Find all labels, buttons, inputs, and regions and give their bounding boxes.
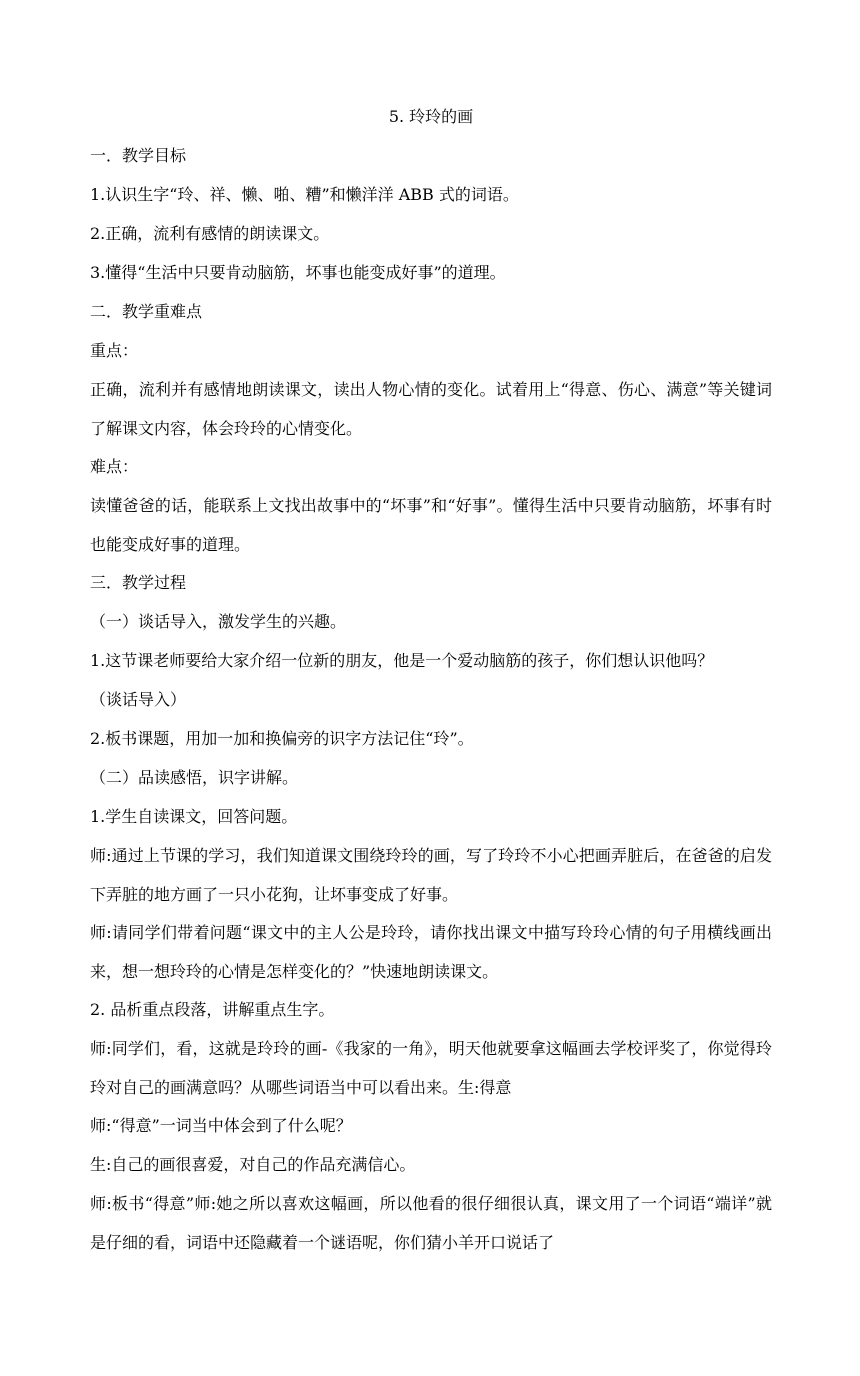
- objective-item-3: 3.懂得“生活中只要肯动脑筋，坏事也能变成好事”的道理。: [90, 263, 506, 282]
- objective-item-2: 2.正确，流利有感情的朗读课文。: [90, 224, 330, 243]
- difficulty-label: 难点：: [90, 457, 139, 476]
- process-paragraph: 师:同学们，看，这就是玲玲的画-《我家的一角》，明天他就要拿这幅画去学校评奖了，你觉得玲玲对自己的画满意吗？从哪些词语当中可以看出来。生:得意: [90, 1039, 772, 1097]
- key-point-text: 正确，流利并有感情地朗读课文，读出人物心情的变化。试着用上“得意、伤心、满意”等关键词了解课文内容，体会玲玲的心情变化。: [90, 380, 772, 438]
- section-heading-process: 三．教学过程: [90, 573, 187, 592]
- process-paragraph: 师:“得意”一词当中体会到了什么呢？: [90, 1116, 352, 1135]
- section-heading-key-points: 二．教学重难点: [90, 302, 203, 321]
- process-paragraph: 师:通过上节课的学习，我们知道课文围绕玲玲的画，写了玲玲不小心把画弄脏后，在爸爸的启发下弄脏的地方画了一只小花狗，让坏事变成了好事。: [90, 846, 772, 904]
- process-paragraph: 2.板书课题，用加一加和换偏旁的识字方法记住“玲”。: [90, 729, 474, 748]
- process-paragraph: （谈话导入）: [90, 690, 187, 709]
- document-body: [90, 106, 772, 1270]
- process-paragraph: 2. 品析重点段落，讲解重点生字。: [90, 1000, 335, 1019]
- process-paragraph: 师:请同学们带着问题“课文中的主人公是玲玲，请你找出课文中描写玲玲心情的句子用横线画出来，想一想玲玲的心情是怎样变化的？”快速地朗读课文。: [90, 923, 772, 981]
- process-paragraph: 1.这节课老师要给大家介绍一位新的朋友，他是一个爱动脑筋的孩子，你们想认识他吗？: [90, 651, 714, 670]
- document-title: 5. 玲玲的画: [388, 107, 474, 126]
- process-paragraph: 生:自己的画很喜爱，对自己的作品充满信心。: [90, 1155, 416, 1174]
- objective-item-1: 1.认识生字“玲、祥、懒、啪、糟”和懒洋洋 ABB 式的词语。: [90, 185, 519, 204]
- difficulty-text: 读懂爸爸的话，能联系上文找出故事中的“坏事”和“好事”。懂得生活中只要肯动脑筋，坏事有时也能变成好事的道理。: [90, 496, 772, 554]
- process-step-1-heading: （一）谈话导入，激发学生的兴趣。: [90, 612, 347, 631]
- section-heading-objectives: 一．教学目标: [90, 146, 187, 165]
- process-step-2-heading: （二）品读感悟，识字讲解。: [90, 768, 299, 787]
- process-paragraph: 师:板书“得意”师:她之所以喜欢这幅画，所以他看的很仔细很认真，课文用了一个词语“端详”就是仔细的看，词语中还隐藏着一个谜语呢，你们猜小羊开口说话了: [90, 1194, 772, 1252]
- key-point-label: 重点：: [90, 341, 139, 360]
- process-paragraph: 1.学生自读课文，回答问题。: [90, 807, 298, 826]
